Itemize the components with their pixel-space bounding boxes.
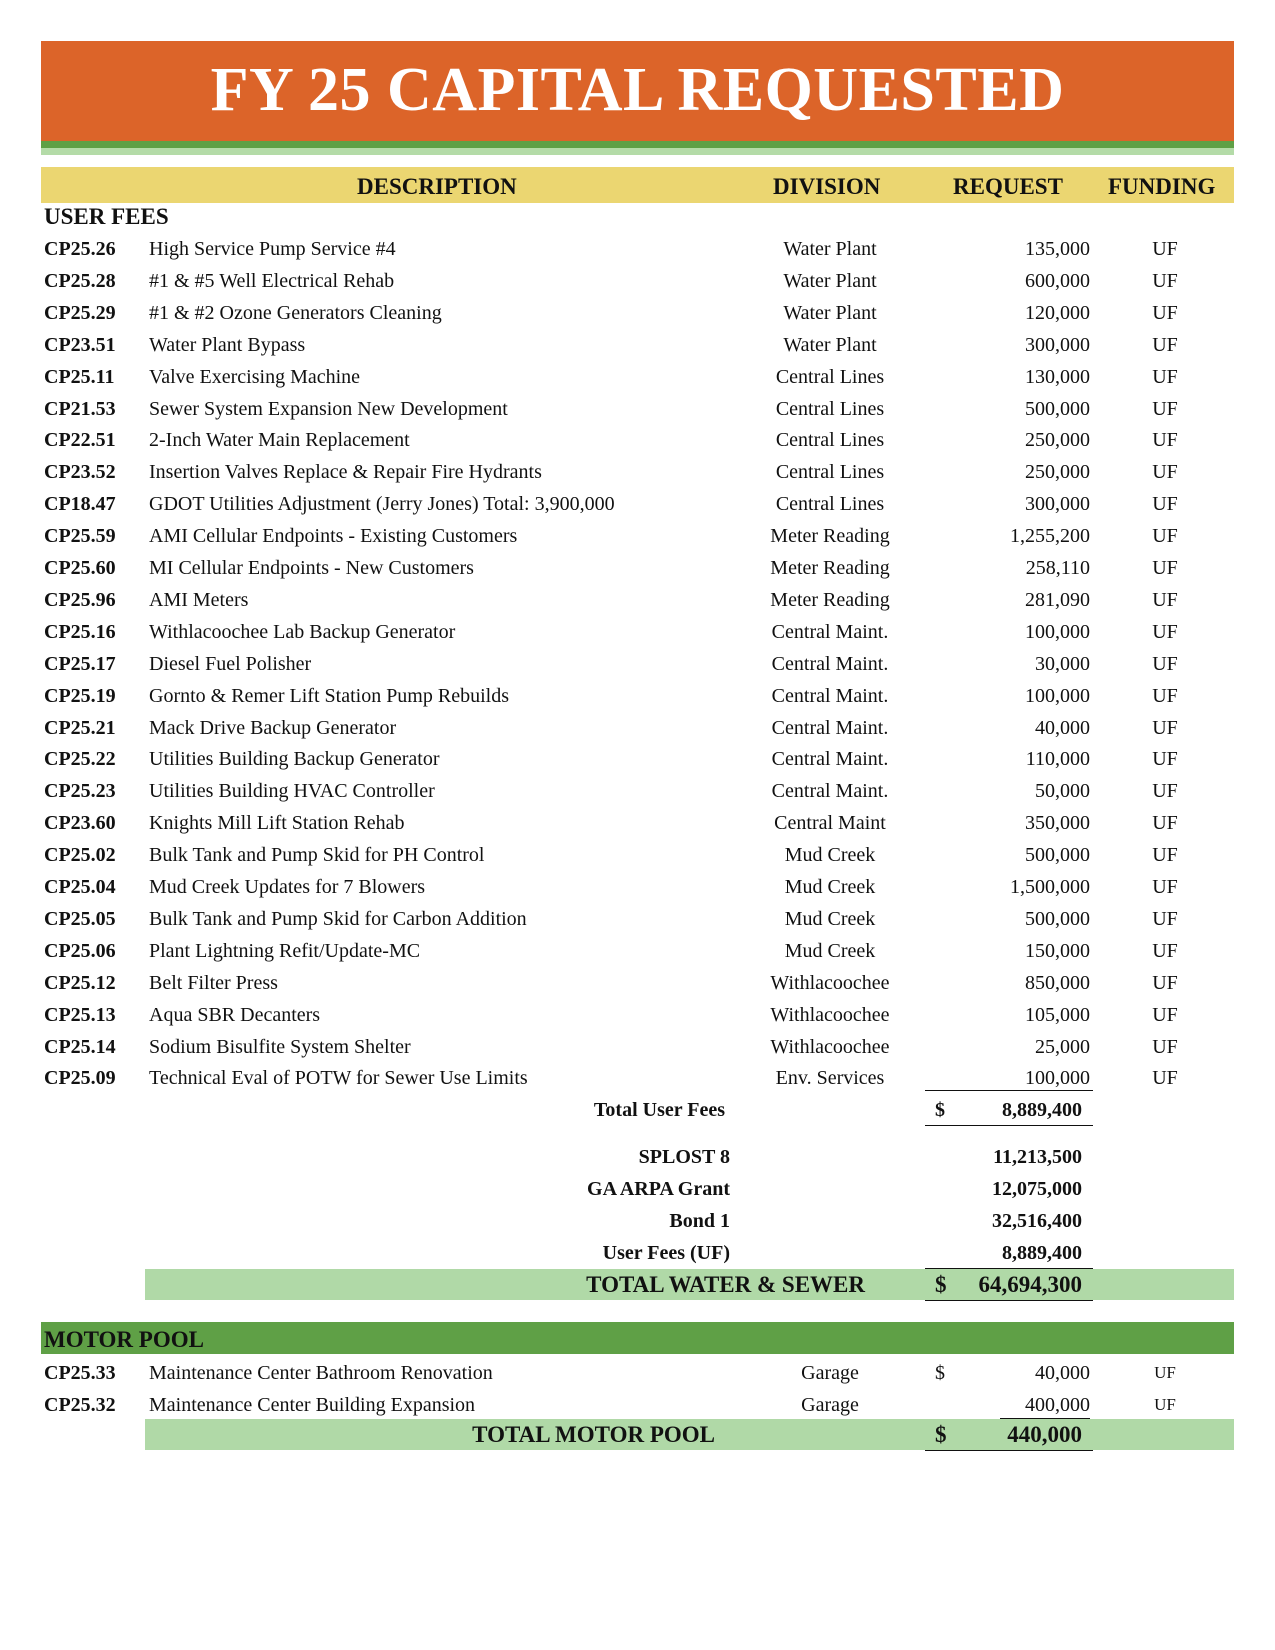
row-division: Water Plant: [783, 238, 877, 260]
row-description: Plant Lightning Refit/Update-MC: [149, 940, 421, 962]
row-division: Central Lines: [775, 429, 885, 451]
total-user-fees-dollar: $: [935, 1099, 945, 1121]
row-funding: UF: [1152, 908, 1178, 930]
row-funding: UF: [1152, 748, 1178, 770]
row-code: CP25.13: [44, 1004, 116, 1026]
row-description: GDOT Utilities Adjustment (Jerry Jones) Total: 3,900,000: [149, 493, 615, 515]
row-division: Meter Reading: [770, 557, 890, 579]
table-row: [0, 617, 1275, 647]
table-row: [0, 904, 1275, 934]
table-row: [0, 1358, 1275, 1388]
table-row: [0, 1390, 1275, 1420]
column-division: DIVISION: [773, 174, 881, 199]
row-funding: UF: [1152, 493, 1178, 515]
summary-value: 11,213,500: [993, 1146, 1082, 1168]
row-code: CP21.53: [44, 398, 116, 420]
row-funding: UF: [1152, 940, 1178, 962]
summary-row: [0, 1174, 1275, 1204]
row-request: 500,000: [1025, 844, 1090, 866]
row-request: 40,000: [1035, 717, 1090, 739]
row-description: AMI Meters: [149, 589, 249, 611]
row-funding: UF: [1152, 461, 1178, 483]
row-funding: UF: [1154, 1395, 1176, 1414]
row-funding: UF: [1152, 621, 1178, 643]
row-division: Garage: [801, 1394, 859, 1416]
row-code: CP25.04: [44, 876, 116, 898]
summary-value: 32,516,400: [992, 1210, 1082, 1232]
row-division: Central Lines: [775, 493, 885, 515]
total-user-fees-rule-top: [925, 1090, 1093, 1091]
row-funding: UF: [1152, 366, 1178, 388]
row-request: 500,000: [1025, 908, 1090, 930]
summary-label: User Fees (UF): [602, 1242, 730, 1264]
row-code: CP25.28: [44, 270, 116, 292]
total-user-fees-label: Total User Fees: [593, 1099, 725, 1121]
row-request: 400,000: [1025, 1394, 1090, 1416]
table-row: [0, 968, 1275, 998]
row-funding: UF: [1152, 1036, 1178, 1058]
row-description: Insertion Valves Replace & Repair Fire Hydrants: [149, 461, 542, 483]
row-division: Water Plant: [783, 302, 877, 324]
row-description: AMI Cellular Endpoints - Existing Customers: [149, 525, 518, 547]
row-code: CP25.29: [44, 302, 116, 324]
table-row: [0, 872, 1275, 902]
row-description: Withlacoochee Lab Backup Generator: [149, 621, 456, 643]
row-description: Knights Mill Lift Station Rehab: [149, 812, 405, 834]
section-motor-pool: [41, 1322, 1234, 1354]
row-division: Central Maint.: [771, 621, 889, 643]
row-division: Garage: [801, 1362, 859, 1384]
row-description: Gornto & Remer Lift Station Pump Rebuilds: [149, 685, 509, 707]
summary-row: [0, 1142, 1275, 1172]
row-funding: UF: [1154, 1363, 1176, 1382]
row-request: 850,000: [1025, 972, 1090, 994]
table-row: [0, 330, 1275, 360]
summary-value: 8,889,400: [1002, 1242, 1082, 1264]
row-code: CP25.26: [44, 238, 116, 260]
row-code: CP25.14: [44, 1036, 116, 1058]
row-code: CP22.51: [44, 429, 116, 451]
row-funding: UF: [1152, 302, 1178, 324]
row-description: Water Plant Bypass: [149, 334, 306, 356]
motor-pool-label: MOTOR POOL: [44, 1327, 204, 1352]
table-row: [0, 394, 1275, 424]
column-description: DESCRIPTION: [357, 174, 517, 199]
row-division: Central Lines: [775, 366, 885, 388]
row-division: Mud Creek: [784, 876, 876, 898]
row-code: CP25.32: [44, 1394, 116, 1416]
row-funding: UF: [1152, 653, 1178, 675]
row-funding: UF: [1152, 972, 1178, 994]
row-division: Water Plant: [783, 270, 877, 292]
row-code: CP25.21: [44, 717, 116, 739]
row-request: 1,500,000: [1010, 876, 1090, 898]
row-division: Central Lines: [775, 461, 885, 483]
row-code: CP23.52: [44, 461, 116, 483]
table-row: [0, 936, 1275, 966]
column-request: REQUEST: [953, 174, 1063, 199]
banner-stripe-light: [41, 148, 1234, 155]
table-row: [0, 1000, 1275, 1030]
row-request: 120,000: [1025, 302, 1090, 324]
table-row: [0, 681, 1275, 711]
row-division: Water Plant: [783, 334, 877, 356]
row-description: Valve Exercising Machine: [149, 366, 361, 388]
row-funding: UF: [1152, 812, 1178, 834]
row-division: Mud Creek: [784, 908, 876, 930]
row-division: Meter Reading: [770, 589, 890, 611]
column-funding: FUNDING: [1108, 174, 1216, 199]
row-description: Sodium Bisulfite System Shelter: [149, 1036, 411, 1058]
total-motor-pool-dollar: $: [935, 1422, 947, 1447]
row-funding: UF: [1152, 589, 1178, 611]
row-request: 100,000: [1025, 685, 1090, 707]
table-row: [0, 298, 1275, 328]
row-request: 110,000: [1025, 748, 1090, 770]
row-description: Technical Eval of POTW for Sewer Use Limits: [149, 1067, 528, 1089]
row-funding: UF: [1152, 334, 1178, 356]
row-code: CP25.22: [44, 748, 116, 770]
table-row: [0, 744, 1275, 774]
total-water-sewer-rule: [925, 1300, 1093, 1301]
table-row: [0, 1032, 1275, 1062]
row-request: 350,000: [1025, 812, 1090, 834]
row-request: 250,000: [1025, 429, 1090, 451]
row-division: Central Maint.: [771, 653, 889, 675]
total-user-fees-row: [0, 1095, 1275, 1125]
row-description: High Service Pump Service #4: [149, 238, 396, 260]
row-description: Utilities Building Backup Generator: [149, 748, 440, 770]
row-request: 30,000: [1035, 653, 1090, 675]
row-division: Central Lines: [775, 398, 885, 420]
row-request: 500,000: [1025, 398, 1090, 420]
summary-label: SPLOST 8: [638, 1146, 730, 1168]
row-funding: UF: [1152, 1004, 1178, 1026]
row-request: 300,000: [1025, 334, 1090, 356]
row-request: 100,000: [1025, 1067, 1090, 1089]
row-description: Aqua SBR Decanters: [149, 1004, 321, 1026]
row-request: 300,000: [1025, 493, 1090, 515]
total-motor-pool-band: [145, 1419, 1234, 1450]
table-row: [0, 649, 1275, 679]
row-funding: UF: [1152, 844, 1178, 866]
row-funding: UF: [1152, 429, 1178, 451]
summary-value: 12,075,000: [992, 1178, 1082, 1200]
row-code: CP25.17: [44, 653, 116, 675]
total-water-sewer-dollar: $: [935, 1272, 947, 1297]
row-code: CP18.47: [44, 493, 116, 515]
page-title: FY 25 CAPITAL REQUESTED: [210, 56, 1065, 124]
row-description: Bulk Tank and Pump Skid for PH Control: [149, 844, 485, 866]
row-description: Utilities Building HVAC Controller: [149, 780, 435, 802]
row-description: Bulk Tank and Pump Skid for Carbon Addition: [149, 908, 527, 930]
section-user-fees: USER FEES: [44, 204, 169, 229]
row-code: CP25.11: [44, 366, 115, 388]
total-user-fees-value: 8,889,400: [1002, 1099, 1082, 1121]
row-description: 2-Inch Water Main Replacement: [149, 429, 410, 451]
banner-stripe-dark: [41, 141, 1234, 148]
row-division: Central Maint.: [771, 685, 889, 707]
row-funding: UF: [1152, 1067, 1178, 1089]
row-funding: UF: [1152, 685, 1178, 707]
table-row: [0, 425, 1275, 455]
row-division: Central Maint.: [771, 780, 889, 802]
row-funding: UF: [1152, 270, 1178, 292]
row-description: Mack Drive Backup Generator: [149, 717, 397, 739]
row-code: CP25.16: [44, 621, 116, 643]
row-description: Maintenance Center Building Expansion: [149, 1394, 476, 1416]
row-code: CP23.60: [44, 812, 116, 834]
row-funding: UF: [1152, 876, 1178, 898]
row-description: #1 & #2 Ozone Generators Cleaning: [149, 302, 442, 324]
row-funding: UF: [1152, 717, 1178, 739]
row-funding: UF: [1152, 557, 1178, 579]
total-motor-pool-value: 440,000: [1007, 1422, 1082, 1447]
row-division: Central Maint.: [771, 748, 889, 770]
table-row: [0, 234, 1275, 264]
row-funding: UF: [1152, 780, 1178, 802]
row-funding: UF: [1152, 525, 1178, 547]
row-code: CP25.05: [44, 908, 116, 930]
total-user-fees-rule-bottom: [925, 1125, 1093, 1126]
row-request: 40,000: [1035, 1362, 1090, 1384]
row-description: Belt Filter Press: [149, 972, 278, 994]
row-dollar: $: [935, 1362, 945, 1384]
row-code: CP25.23: [44, 780, 116, 802]
total-motor-pool-label: TOTAL MOTOR POOL: [472, 1422, 715, 1447]
row-code: CP25.06: [44, 940, 116, 962]
total-water-sewer-value: 64,694,300: [978, 1272, 1082, 1297]
title-banner: [41, 41, 1234, 141]
total-water-sewer-band: [145, 1269, 1234, 1300]
table-row: [0, 362, 1275, 392]
row-division: Withlacoochee: [770, 1036, 890, 1058]
row-request: 258,110: [1025, 557, 1090, 579]
row-request: 1,255,200: [1010, 525, 1090, 547]
summary-label: GA ARPA Grant: [587, 1178, 730, 1200]
row-request: 250,000: [1025, 461, 1090, 483]
row-request: 50,000: [1035, 780, 1090, 802]
row-code: CP23.51: [44, 334, 116, 356]
row-division: Mud Creek: [784, 844, 876, 866]
row-division: Meter Reading: [770, 525, 890, 547]
row-funding: UF: [1152, 238, 1178, 260]
row-request: 150,000: [1025, 940, 1090, 962]
row-code: CP25.59: [44, 525, 116, 547]
row-code: CP25.33: [44, 1362, 116, 1384]
table-row: [0, 1063, 1275, 1093]
row-code: CP25.19: [44, 685, 116, 707]
summary-label: Bond 1: [669, 1210, 730, 1232]
row-description: Maintenance Center Bathroom Renovation: [149, 1362, 493, 1384]
total-motor-pool-rule: [925, 1450, 1093, 1451]
table-row: [0, 713, 1275, 743]
row-code: CP25.12: [44, 972, 116, 994]
row-code: CP25.02: [44, 844, 116, 866]
table-row: [0, 489, 1275, 519]
row-description: Sewer System Expansion New Development: [149, 398, 508, 420]
row-code: CP25.96: [44, 589, 116, 611]
row-description: Mud Creek Updates for 7 Blowers: [149, 876, 426, 898]
row-division: Withlacoochee: [770, 1004, 890, 1026]
row-division: Mud Creek: [784, 940, 876, 962]
row-division: Withlacoochee: [770, 972, 890, 994]
row-request: 135,000: [1025, 238, 1090, 260]
row-division: Central Maint.: [771, 717, 889, 739]
table-row: [0, 553, 1275, 583]
row-division: Central Maint: [774, 812, 886, 834]
row-request: 25,000: [1035, 1036, 1090, 1058]
row-request: 130,000: [1025, 366, 1090, 388]
table-row: [0, 585, 1275, 615]
row-code: CP25.09: [44, 1067, 116, 1089]
row-funding: UF: [1152, 398, 1178, 420]
row-division: Env. Services: [775, 1067, 885, 1089]
column-header: [41, 167, 1234, 203]
row-request: 600,000: [1025, 270, 1090, 292]
summary-row: [0, 1238, 1275, 1268]
row-request: 105,000: [1025, 1004, 1090, 1026]
row-request: 100,000: [1025, 621, 1090, 643]
row-description: MI Cellular Endpoints - New Customers: [149, 557, 474, 579]
total-water-sewer-label: TOTAL WATER & SEWER: [586, 1272, 865, 1297]
summary-row: [0, 1206, 1275, 1236]
row-request: 281,090: [1025, 589, 1090, 611]
table-row: [0, 266, 1275, 296]
row-description: Diesel Fuel Polisher: [149, 653, 312, 675]
table-row: [0, 776, 1275, 806]
table-row: [0, 521, 1275, 551]
row-code: CP25.60: [44, 557, 116, 579]
table-row: [0, 808, 1275, 838]
table-row: [0, 457, 1275, 487]
table-row: [0, 840, 1275, 870]
row-description: #1 & #5 Well Electrical Rehab: [149, 270, 395, 292]
